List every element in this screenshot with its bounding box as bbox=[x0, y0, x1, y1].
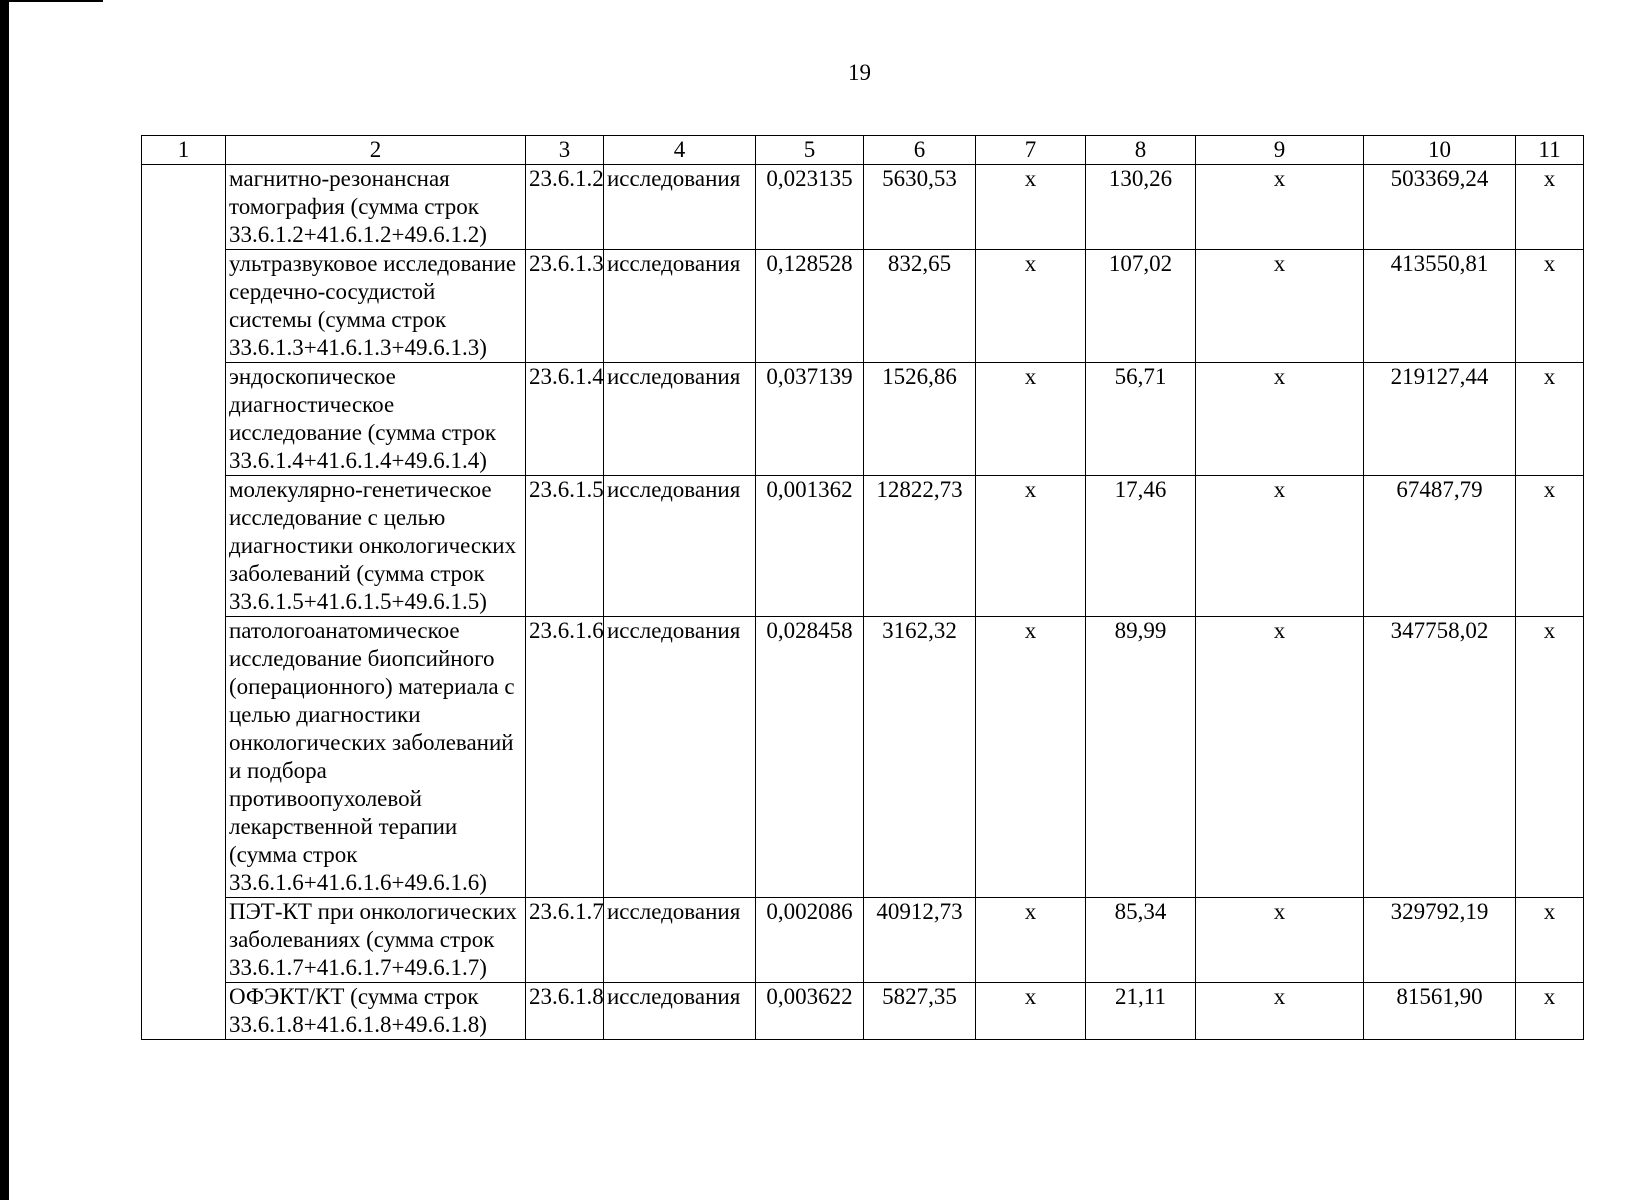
row-col9: х bbox=[1196, 363, 1364, 476]
table-row bbox=[142, 898, 1584, 983]
col-header-6: 6 bbox=[864, 136, 976, 165]
col-header-5: 5 bbox=[756, 136, 864, 165]
col-header-9: 9 bbox=[1196, 136, 1364, 165]
table-row bbox=[142, 983, 1584, 1040]
table-row bbox=[142, 476, 1584, 617]
table-row bbox=[142, 363, 1584, 476]
col-header-1: 1 bbox=[142, 136, 226, 165]
row-unit: исследования bbox=[604, 983, 756, 1040]
row-col5: 0,003622 bbox=[756, 983, 864, 1040]
row-col8: 85,34 bbox=[1086, 898, 1196, 983]
row-col10: 329792,19 bbox=[1364, 898, 1516, 983]
table-row bbox=[142, 165, 1584, 250]
row-name: ОФЭКТ/КТ (сумма строк 33.6.1.8+41.6.1.8+49.6.1.8) bbox=[226, 983, 526, 1040]
row-col8: 17,46 bbox=[1086, 476, 1196, 617]
row-name: эндоскопическое диагностическое исследование (сумма строк 33.6.1.4+41.6.1.4+49.6.1.4) bbox=[226, 363, 526, 476]
row-col11: х bbox=[1516, 250, 1584, 363]
col-header-10: 10 bbox=[1364, 136, 1516, 165]
col-header-8: 8 bbox=[1086, 136, 1196, 165]
row-col11: х bbox=[1516, 617, 1584, 898]
row-col10: 413550,81 bbox=[1364, 250, 1516, 363]
row-code: 23.6.1.7 bbox=[526, 898, 604, 983]
row-code: 23.6.1.4 bbox=[526, 363, 604, 476]
col-header-2: 2 bbox=[226, 136, 526, 165]
col-header-3: 3 bbox=[526, 136, 604, 165]
row-col10: 347758,02 bbox=[1364, 617, 1516, 898]
row-col11: х bbox=[1516, 363, 1584, 476]
table-row bbox=[142, 617, 1584, 898]
row-col6: 40912,73 bbox=[864, 898, 976, 983]
row-col7: х bbox=[976, 983, 1086, 1040]
row-unit: исследования bbox=[604, 617, 756, 898]
row-unit: исследования bbox=[604, 476, 756, 617]
row-col9: х bbox=[1196, 165, 1364, 250]
row-col8: 130,26 bbox=[1086, 165, 1196, 250]
row-col5: 0,023135 bbox=[756, 165, 864, 250]
row-name: патологоанатомическое исследование биопсийного (операционного) материала с целью диагностики онкологических заболеваний и подбора противоопухолевой лекарственной терапии (сумма строк 33.6.1.6+41.6.1.6+49.6.1.6) bbox=[226, 617, 526, 898]
scan-top-mark bbox=[0, 0, 103, 2]
row-code: 23.6.1.6 bbox=[526, 617, 604, 898]
row-name: магнитно-резонансная томография (сумма строк 33.6.1.2+41.6.1.2+49.6.1.2) bbox=[226, 165, 526, 250]
row-col5: 0,002086 bbox=[756, 898, 864, 983]
row-col6: 3162,32 bbox=[864, 617, 976, 898]
row-col11: х bbox=[1516, 165, 1584, 250]
row-code: 23.6.1.3 bbox=[526, 250, 604, 363]
row-col10: 503369,24 bbox=[1364, 165, 1516, 250]
row-col9: х bbox=[1196, 617, 1364, 898]
row-col9: х bbox=[1196, 250, 1364, 363]
row-col7: х bbox=[976, 165, 1086, 250]
row-col5: 0,028458 bbox=[756, 617, 864, 898]
table-row bbox=[142, 250, 1584, 363]
row-col10: 81561,90 bbox=[1364, 983, 1516, 1040]
row-col6: 5630,53 bbox=[864, 165, 976, 250]
scan-edge-bar bbox=[0, 0, 9, 1200]
row-code: 23.6.1.8 bbox=[526, 983, 604, 1040]
row-col7: х bbox=[976, 476, 1086, 617]
row-code: 23.6.1.2 bbox=[526, 165, 604, 250]
row-col5: 0,128528 bbox=[756, 250, 864, 363]
row-unit: исследования bbox=[604, 363, 756, 476]
row-code: 23.6.1.5 bbox=[526, 476, 604, 617]
row-col6: 5827,35 bbox=[864, 983, 976, 1040]
row-col5: 0,001362 bbox=[756, 476, 864, 617]
row-col11: х bbox=[1516, 983, 1584, 1040]
row-col8: 89,99 bbox=[1086, 617, 1196, 898]
row-col10: 67487,79 bbox=[1364, 476, 1516, 617]
col-header-7: 7 bbox=[976, 136, 1086, 165]
row-col9: х bbox=[1196, 898, 1364, 983]
row-group-cell bbox=[142, 165, 226, 1040]
row-col8: 56,71 bbox=[1086, 363, 1196, 476]
row-col11: х bbox=[1516, 476, 1584, 617]
col-header-11: 11 bbox=[1516, 136, 1584, 165]
row-col6: 1526,86 bbox=[864, 363, 976, 476]
row-col6: 12822,73 bbox=[864, 476, 976, 617]
row-col8: 21,11 bbox=[1086, 983, 1196, 1040]
col-header-4: 4 bbox=[604, 136, 756, 165]
row-col7: х bbox=[976, 898, 1086, 983]
row-col10: 219127,44 bbox=[1364, 363, 1516, 476]
table-header-row bbox=[142, 136, 1584, 165]
row-name: молекулярно-генетическое исследование с целью диагностики онкологических заболеваний (сумма строк 33.6.1.5+41.6.1.5+49.6.1.5) bbox=[226, 476, 526, 617]
data-table bbox=[141, 135, 1584, 1040]
row-col7: х bbox=[976, 617, 1086, 898]
row-unit: исследования bbox=[604, 250, 756, 363]
row-col6: 832,65 bbox=[864, 250, 976, 363]
row-col7: х bbox=[976, 250, 1086, 363]
row-col7: х bbox=[976, 363, 1086, 476]
row-col5: 0,037139 bbox=[756, 363, 864, 476]
row-col9: х bbox=[1196, 476, 1364, 617]
row-name: ПЭТ-КТ при онкологических заболеваниях (сумма строк 33.6.1.7+41.6.1.7+49.6.1.7) bbox=[226, 898, 526, 983]
row-name: ультразвуковое исследование сердечно-сосудистой системы (сумма строк 33.6.1.3+41.6.1.3+49.6.1.3) bbox=[226, 250, 526, 363]
row-col9: х bbox=[1196, 983, 1364, 1040]
row-unit: исследования bbox=[604, 898, 756, 983]
page-number: 19 bbox=[848, 60, 871, 85]
row-unit: исследования bbox=[604, 165, 756, 250]
row-col11: х bbox=[1516, 898, 1584, 983]
row-col8: 107,02 bbox=[1086, 250, 1196, 363]
